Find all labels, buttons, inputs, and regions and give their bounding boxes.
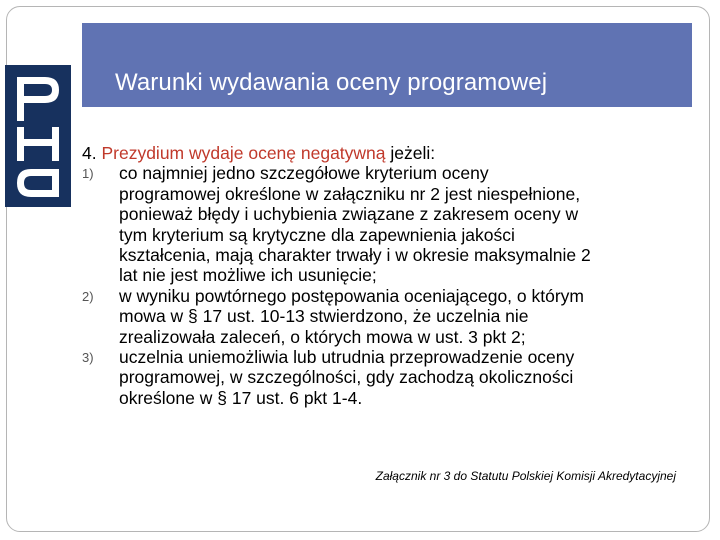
list-item-line: ponieważ błędy i uchybienia związane z zakresem oceny w (119, 204, 579, 225)
list-item-line: tym kryterium są krytyczne dla zapewnienia jakości (119, 224, 515, 245)
slide-content (82, 143, 692, 408)
list-item-number: 2) (82, 288, 94, 304)
list-item-line: mowa w § 17 ust. 10-13 stwierdzono, że uczelnia nie (119, 306, 529, 327)
list-item (82, 347, 692, 408)
list-item (82, 286, 692, 347)
list-item-line: programowej określone w załączniku nr 2 jest niespełnione, (119, 183, 581, 204)
list-item-number: 3) (82, 350, 94, 366)
list-item-line: określone w § 17 ust. 6 pkt 1-4. (119, 387, 363, 408)
list-item-number: 1) (82, 166, 94, 182)
footnote: Załącznik nr 3 do Statutu Polskiej Komisji Akredytacyjnej (375, 469, 676, 483)
list-item-line: lat nie jest możliwe ich usunięcie; (119, 265, 377, 286)
list-item-line: w wyniku powtórnego postępowania oceniającego, o którym (119, 285, 584, 306)
pka-logo-icon (5, 65, 71, 207)
conditions-list (82, 163, 692, 408)
lead-highlight: Prezydium wydaje ocenę negatywną (101, 143, 386, 163)
list-item-line: co najmniej jedno szczegółowe kryterium oceny (119, 163, 489, 184)
lead-number: 4. (82, 143, 102, 163)
list-item (82, 163, 692, 285)
list-item-line: kształcenia, mają charakter trwały i w okresie maksymalnie 2 (119, 245, 591, 266)
lead-paragraph (82, 143, 692, 163)
list-item-line: uczelnia uniemożliwia lub utrudnia przeprowadzenie oceny (119, 347, 575, 368)
page-title: Warunki wydawania oceny programowej (115, 69, 548, 96)
list-item-line: zrealizowała zaleceń, o których mowa w ust. 3 pkt 2; (119, 326, 526, 347)
list-item-line: programowej, w szczególności, gdy zachodzą okoliczności (119, 367, 574, 388)
lead-rest: jeżeli: (385, 143, 436, 163)
